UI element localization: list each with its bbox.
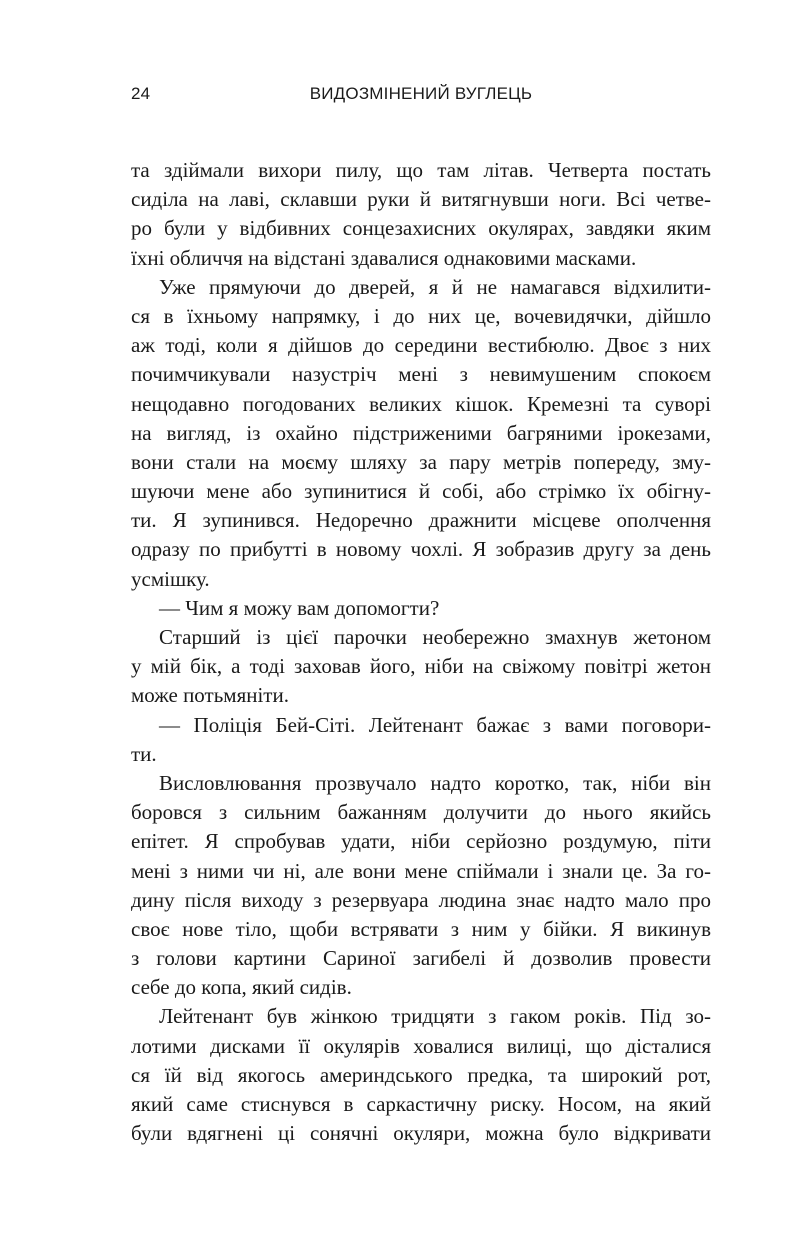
running-title: ВИДОЗМІНЕНИЙ ВУГЛЕЦЬ [309,84,533,103]
text-line: були вдягнені ці сонячні окуляри, можна було відкривати [131,1121,711,1146]
text-line: Висловлювання прозвучало надто коротко, так, ніби він [159,770,711,795]
page-number: 24 [131,84,151,103]
text-line: — Чим я можу вам допомогти? [159,595,440,620]
text-line: ти. Я зупинився. Недоречно дражнити місцеве ополчення [131,508,711,533]
text-line: їхні обличчя на відстані здавалися однаковими масками. [131,245,637,270]
text-line: Старший із цієї парочки необережно змахнув жетоном [159,625,711,649]
text-line: епітет. Я спробував удати, ніби серйозно роздумую, піти [131,829,711,854]
text-line: — Поліція Бей-Сіті. Лейтенант бажає з вами поговори- [159,712,711,737]
running-header [131,84,711,108]
text-line: себе до копа, який сидів. [131,975,352,1000]
text-line: почимчикували назустріч мені з невимушеним спокоєм [131,362,711,387]
text-line: на вигляд, із охайно підстриженими багряними ірокезами, [131,420,711,445]
text-line: дину після виходу з резервуара людина знає надто мало про [131,887,711,912]
text-line: шуючи мене або зупинитися й собі, або стрімко їх обігну- [131,479,711,504]
text-line: Уже прямуючи до дверей, я й не намагався відхилити- [159,274,711,299]
text-line: з голови картини Сариної загибелі й дозволив провести [131,946,711,971]
text-line: сиділа на лаві, склавши руки й витягнувши ноги. Всі четве- [131,187,711,212]
text-line: вони стали на моєму шляху за пару метрів попереду, зму- [131,449,711,474]
text-line: ро були у відбивних сонцезахисних окулярах, завдяки яким [131,216,711,241]
text-line: ся в їхньому напрямку, і до них це, вочевидячки, дійшло [131,303,711,328]
text-line: одразу по прибутті в новому чохлі. Я зобразив другу за день [131,537,711,562]
text-line: у мій бік, а тоді заховав його, ніби на свіжому повітрі жетон [131,654,711,679]
text-line: лотими дисками її окулярів ховалися вилиці, що дісталися [131,1033,711,1058]
text-line: мені з ними чи ні, але вони мене спіймали і знали це. За го- [131,858,711,883]
text-line: Лейтенант був жінкою тридцяти з гаком років. Під зо- [159,1004,711,1029]
text-line: та здіймали вихори пилу, що там літав. Четверта постать [131,158,711,182]
text-line: нещодавно погодованих великих кішок. Кремезні та суворі [131,391,711,416]
text-line: своє нове тіло, щоби встрявати з ним у бійки. Я викинув [131,916,711,941]
text-line: боровся з сильним бажанням долучити до нього якийсь [131,800,711,825]
text-line: усмішку. [131,566,210,591]
text-line: який саме стиснувся в саркастичну риску. Носом, на який [131,1092,711,1116]
text-line: може потьмяніти. [131,683,289,708]
text-line: ся їй від якогось америндського предка, та широкий рот, [131,1062,711,1087]
text-line: аж тоді, коли я дійшов до середини вестибюлю. Двоє з них [131,333,711,358]
text-line: ти. [131,741,157,766]
body-text [131,156,711,1148]
